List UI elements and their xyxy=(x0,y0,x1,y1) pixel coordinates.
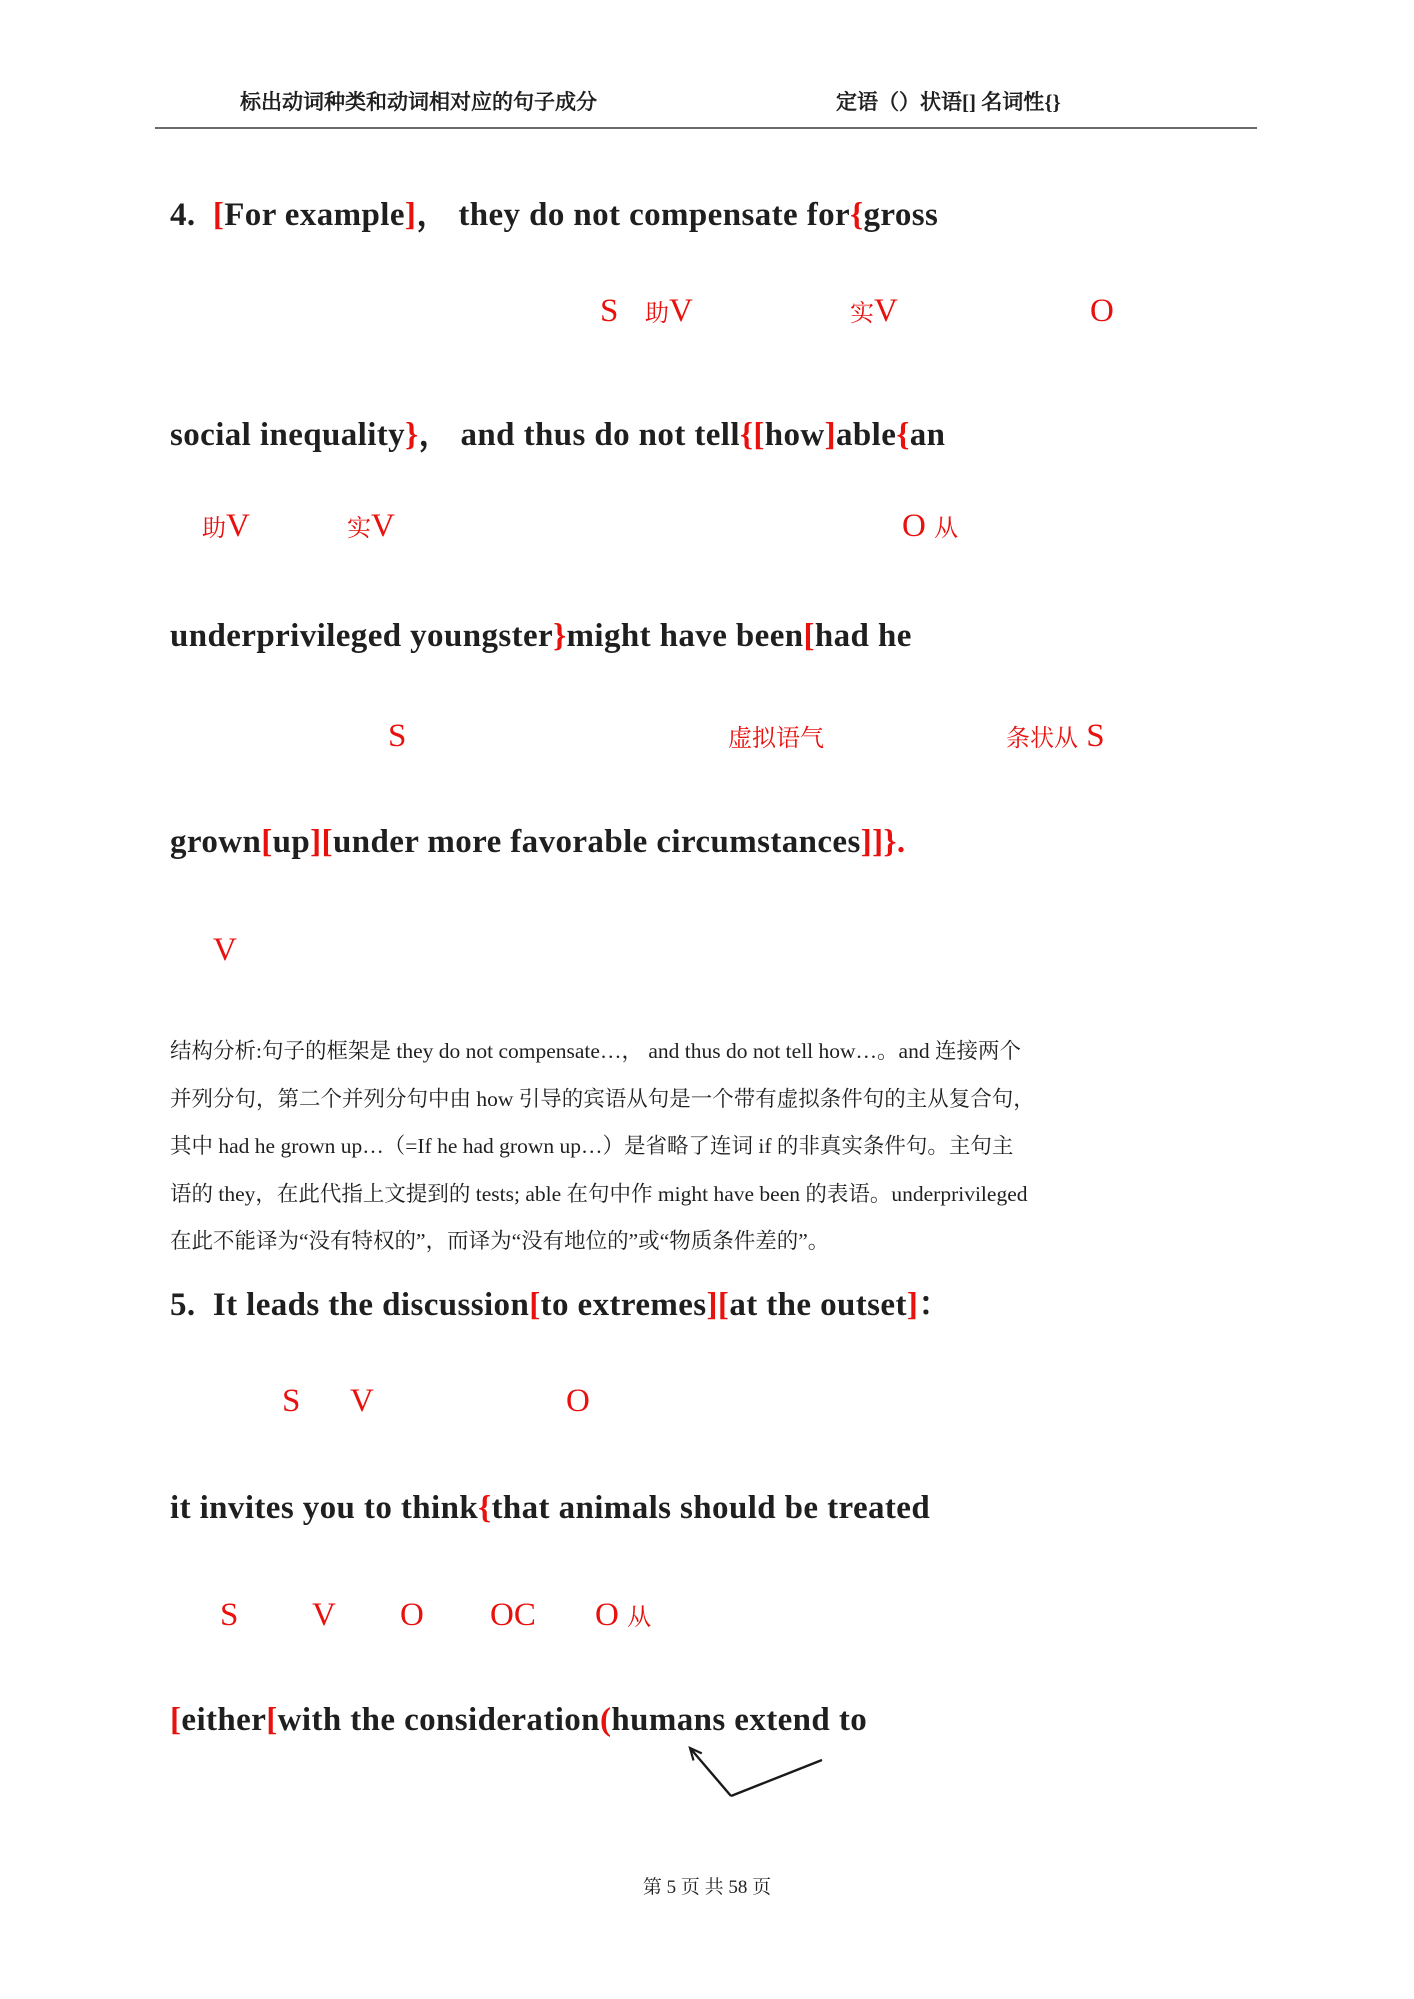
header-divider xyxy=(155,127,1257,129)
annotation-verb: V xyxy=(350,1383,374,1419)
annotation-conditional-clause: 条状从 S xyxy=(1006,718,1105,754)
analysis-line-1: 结构分析:句子的框架是 they do not compensate…， and thus do not tell how…。and 连接两个 xyxy=(170,1039,1021,1063)
analysis-line-2: 并列分句，第二个并列分句中由 how 引导的宾语从句是一个带有虚拟条件句的主从复合句， xyxy=(170,1086,1035,1111)
annotation-subject: S xyxy=(220,1597,239,1633)
analysis-line-5: 在此不能译为“没有特权的”，而译为“没有地位的”或“物质条件差的”。 xyxy=(170,1229,830,1253)
annotation-subjunctive-mood: 虚拟语气 xyxy=(728,726,824,752)
annotation-subject: S xyxy=(600,293,619,329)
header-right-text: 定语（）状语[] 名词性{} xyxy=(836,90,1061,114)
annotation-main-verb: 实V xyxy=(850,293,898,329)
sentence-4-line-4: grown[up][under more favorable circumstances]]}. xyxy=(170,824,906,860)
annotation-verb: V xyxy=(312,1597,336,1633)
analysis-paragraph xyxy=(170,1028,1260,1266)
annotation-object: O xyxy=(566,1383,590,1419)
sentence-5-line-3: [either[with the consideration(humans extend to xyxy=(170,1702,868,1738)
annotation-subject: S xyxy=(388,718,407,754)
annotation-object-complement: OC xyxy=(490,1597,536,1633)
annotation-row-4-2 xyxy=(0,508,1414,556)
sentence-4-line-3: underprivileged youngster}might have been[had he xyxy=(170,618,912,654)
sentence-5-line-1: 5. It leads the discussion[to extremes][at the outset]： xyxy=(170,1287,952,1323)
annotation-row-4-3 xyxy=(0,718,1414,766)
annotation-aux-verb: 助V xyxy=(645,293,693,329)
annotation-object: O xyxy=(1090,293,1114,329)
sentence-4-line-2: social inequality}， and thus do not tell{[how]able{an xyxy=(170,417,946,453)
annotation-row-5-2 xyxy=(0,1597,1414,1645)
annotation-object-clause: O 从 xyxy=(595,1597,652,1633)
annotation-row-4-4 xyxy=(0,932,1414,980)
hand-drawn-arrow-icon xyxy=(668,1738,838,1808)
footer-page-number: 第 5 页 共 58 页 xyxy=(642,1877,772,1898)
annotation-aux-verb: 助V xyxy=(202,508,250,544)
analysis-line-3: 其中 had he grown up…（=If he had grown up…）是省略了连词 if 的非真实条件句。主句主 xyxy=(170,1134,1014,1158)
annotation-row-5-1 xyxy=(0,1383,1414,1431)
sentence-4-line-1: 4. [For example]， they do not compensate for{gross xyxy=(170,197,939,233)
annotation-object-clause: O 从 xyxy=(902,508,959,544)
annotation-verb: V xyxy=(213,932,237,968)
annotation-row-4-1 xyxy=(0,293,1414,341)
annotation-main-verb: 实V xyxy=(347,508,395,544)
sentence-5-line-2: it invites you to think{that animals should be treated xyxy=(170,1490,931,1526)
header-left-text: 标出动词种类和动词相对应的句子成分 xyxy=(240,90,597,114)
annotation-subject: S xyxy=(282,1383,301,1419)
annotation-object: O xyxy=(400,1597,424,1633)
analysis-line-4: 语的 they，在此代指上文提到的 tests; able 在句中作 might have been 的表语。underprivileged xyxy=(170,1181,1028,1206)
